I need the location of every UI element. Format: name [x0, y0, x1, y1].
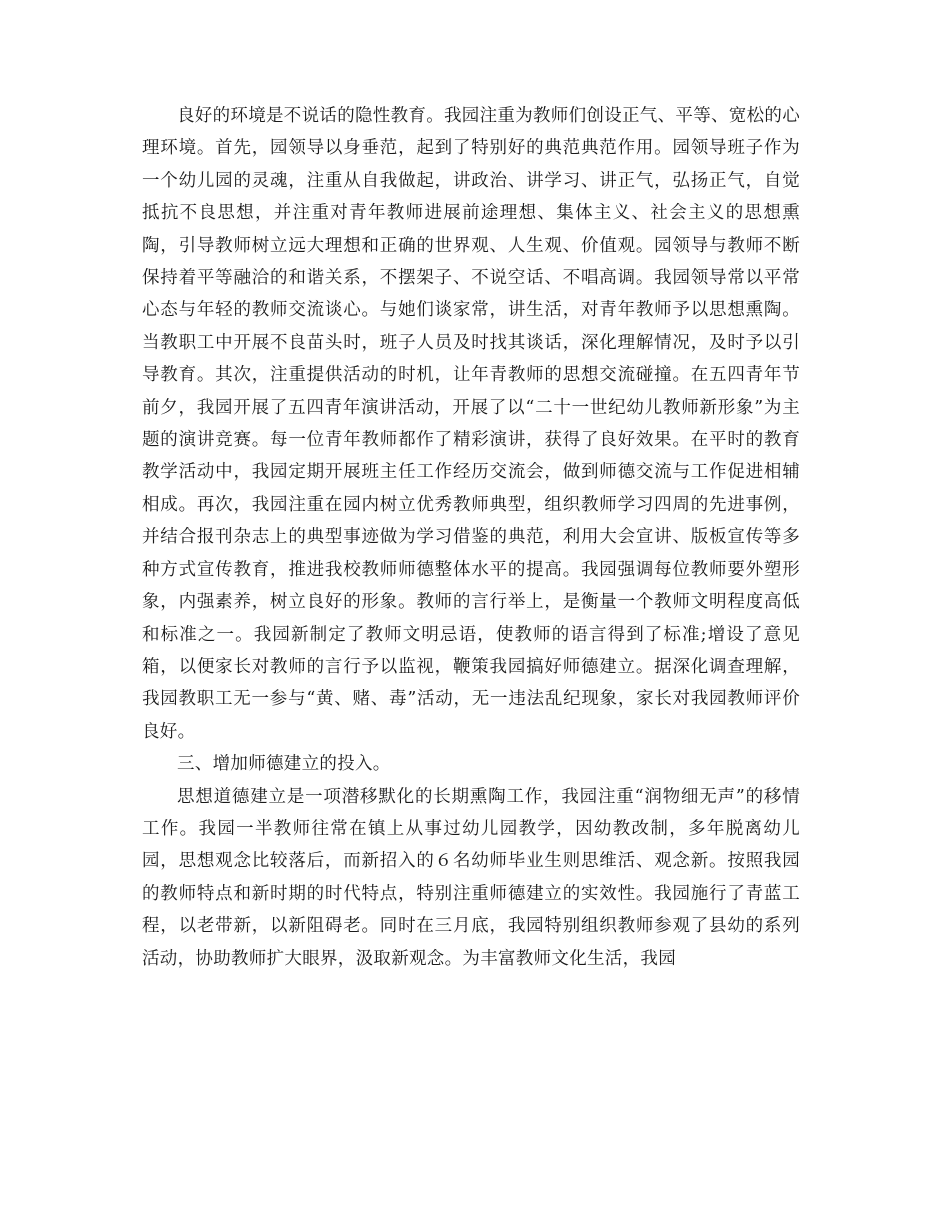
body-paragraph-moral-construction: 思想道德建立是一项潜移默化的长期熏陶工作，我园注重“润物细无声”的移情工作。我园一半教师往常在镇上从事过幼儿园教学，因幼教改制，多年脱离幼儿园，思想观念比较落后，而新招入的６名幼师毕业生则思维活、观念新。按照我园的教师特点和新时期的时代特点，特别注重师德建立的实效性。我园施行了青蓝工程，以老带新，以新阻碍老。同时在三月底，我园特别组织教师参观了县幼的系列活动，协助教师扩大眼界，汲取新观念。为丰富教师文化生活，我园 — [142, 786, 800, 969]
section-heading-3: 三、增加师德建立的投入。 — [177, 754, 391, 775]
body-paragraph-environment: 良好的环境是不说话的隐性教育。我园注重为教师们创设正气、平等、宽松的心理环境。首先，园领导以身垂范，起到了特别好的典范典范作用。园领导班子作为一个幼儿园的灵魂，注重从自我做起，讲政治、讲学习、讲正气，弘扬正气，自觉抵抗不良思想，并注重对青年教师进展前途理想、集体主义、社会主义的思想熏陶，引导教师树立远大理想和正确的世界观、人生观、价值观。园领导与教师不断保持着平等融洽的和谐关系，不摆架子、不说空话、不唱高调。我园领导常以平常心态与年轻的教师交流谈心。与她们谈家常，讲生活，对青年教师予以思想熏陶。当教职工中开展不良苗头时，班子人员及时找其谈话，深化理解情况，及时予以引导教育。其次，注重提供活动的时机，让年青教师的思想交流碰撞。在五四青年节前夕，我园开展了五四青年演讲活动，开展了以“二十一世纪幼儿教师新形象”为主题的演讲竞赛。每一位青年教师都作了精彩演讲，获得了良好效果。在平时的教育教学活动中，我园定期开展班主任工作经历交流会，做到师德交流与工作促进相辅相成。再次，我园注重在园内树立优秀教师典型，组织教师学习四周的先进事例，并结合报刊杂志上的典型事迹做为学习借鉴的典范，利用大会宣讲、版板宣传等多种方式宣传教育，推进我校教师师德整体水平的提高。我园强调每位教师要外塑形象，内强素养，树立良好的形象。教师的言行举上，是衡量一个教师文明程度高低和标准之一。我园新制定了教师文明忌语，使教师的语言得到了标准;增设了意见箱，以便家长对教师的言行予以监视，鞭策我园搞好师德建立。据深化调查理解，我园教职工无一参与“黄、赌、毒”活动，无一违法乱纪现象，家长对我园教师评价良好。 — [142, 106, 800, 742]
